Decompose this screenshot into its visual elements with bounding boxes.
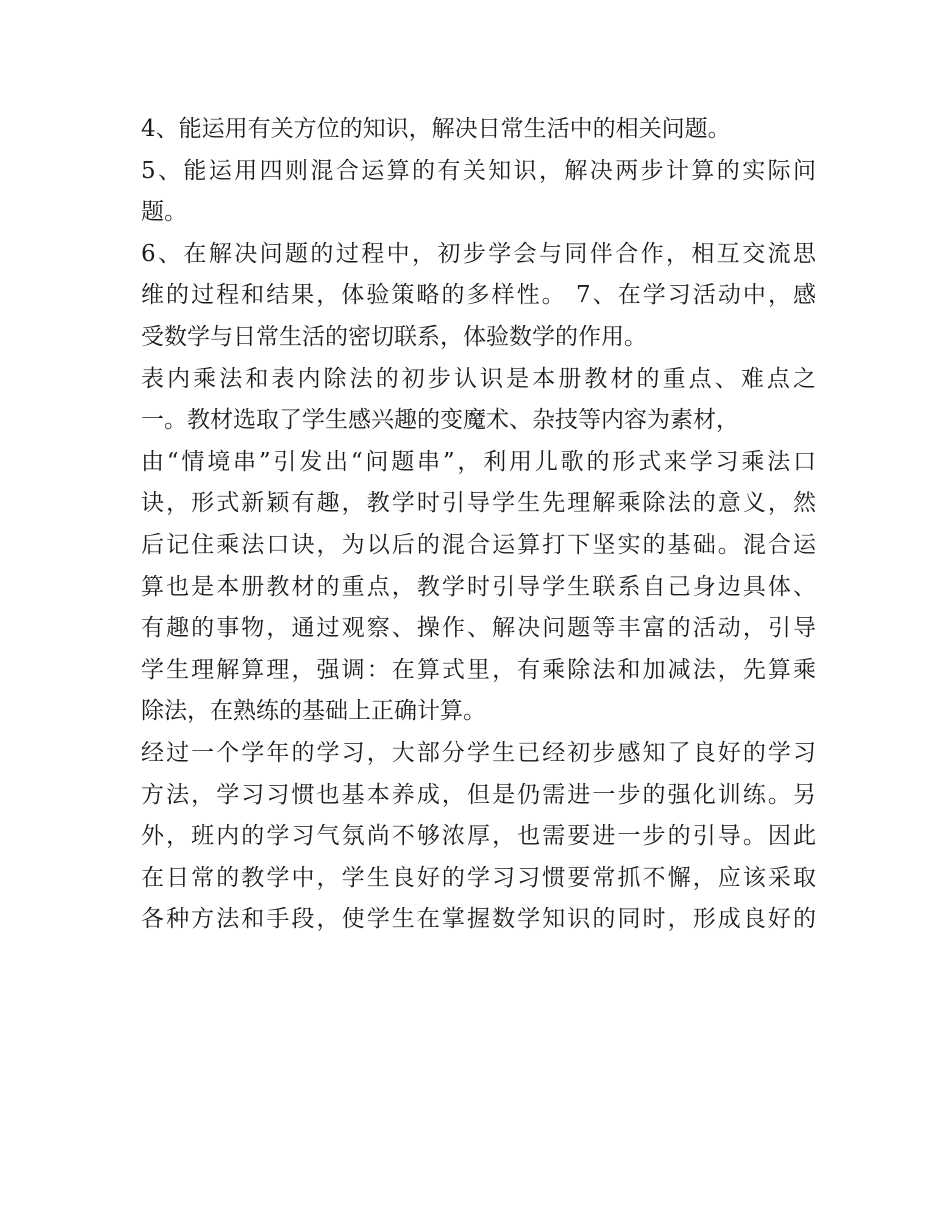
text-line: 表内乘法和表内除法的初步认识是本册教材的重点、难点之: [141, 365, 816, 392]
text-line: 有趣的事物，通过观察、操作、解决问题等丰富的活动，引导: [141, 615, 816, 642]
text-line: 维的过程和结果，体验策略的多样性。 7、在学习活动中，感: [141, 282, 816, 309]
text-line: 诀，形式新颖有趣，教学时引导学生先理解乘除法的意义，然: [141, 490, 816, 517]
body-text: [141, 109, 816, 941]
text-line: 后记住乘法口诀，为以后的混合运算打下坚实的基础。混合运: [141, 531, 816, 558]
text-line: 由“情境串”引发出“问题串”，利用儿歌的形式来学习乘法口: [141, 448, 816, 475]
text-line: 一。教材选取了学生感兴趣的变魔术、杂技等内容为素材，: [141, 407, 739, 434]
text-line: 学生理解算理，强调：在算式里，有乘除法和加减法，先算乘: [141, 656, 816, 683]
text-line: 经过一个学年的学习，大部分学生已经初步感知了良好的学习: [141, 739, 816, 766]
text-line: 算也是本册教材的重点，教学时引导学生联系自己身边具体、: [141, 573, 816, 600]
text-line: 方法，学习习惯也基本养成，但是仍需进一步的强化训练。另: [141, 781, 816, 808]
text-line: 题。: [141, 199, 187, 226]
text-line: 4、能运用有关方位的知识，解决日常生活中的相关问题。: [141, 116, 731, 142]
text-line: 5、能运用四则混合运算的有关知识，解决两步计算的实际问: [141, 157, 816, 184]
text-line: 外，班内的学习气氛尚不够浓厚，也需要进一步的引导。因此: [141, 823, 816, 850]
text-line: 各种方法和手段，使学生在掌握数学知识的同时，形成良好的: [141, 906, 816, 933]
text-line: 6、在解决问题的过程中，初步学会与同伴合作，相互交流思: [141, 240, 816, 267]
text-line: 受数学与日常生活的密切联系，体验数学的作用。: [141, 323, 647, 350]
text-line: 除法，在熟练的基础上正确计算。: [141, 698, 486, 725]
text-line: 在日常的教学中，学生良好的学习习惯要常抓不懈，应该采取: [141, 864, 816, 891]
